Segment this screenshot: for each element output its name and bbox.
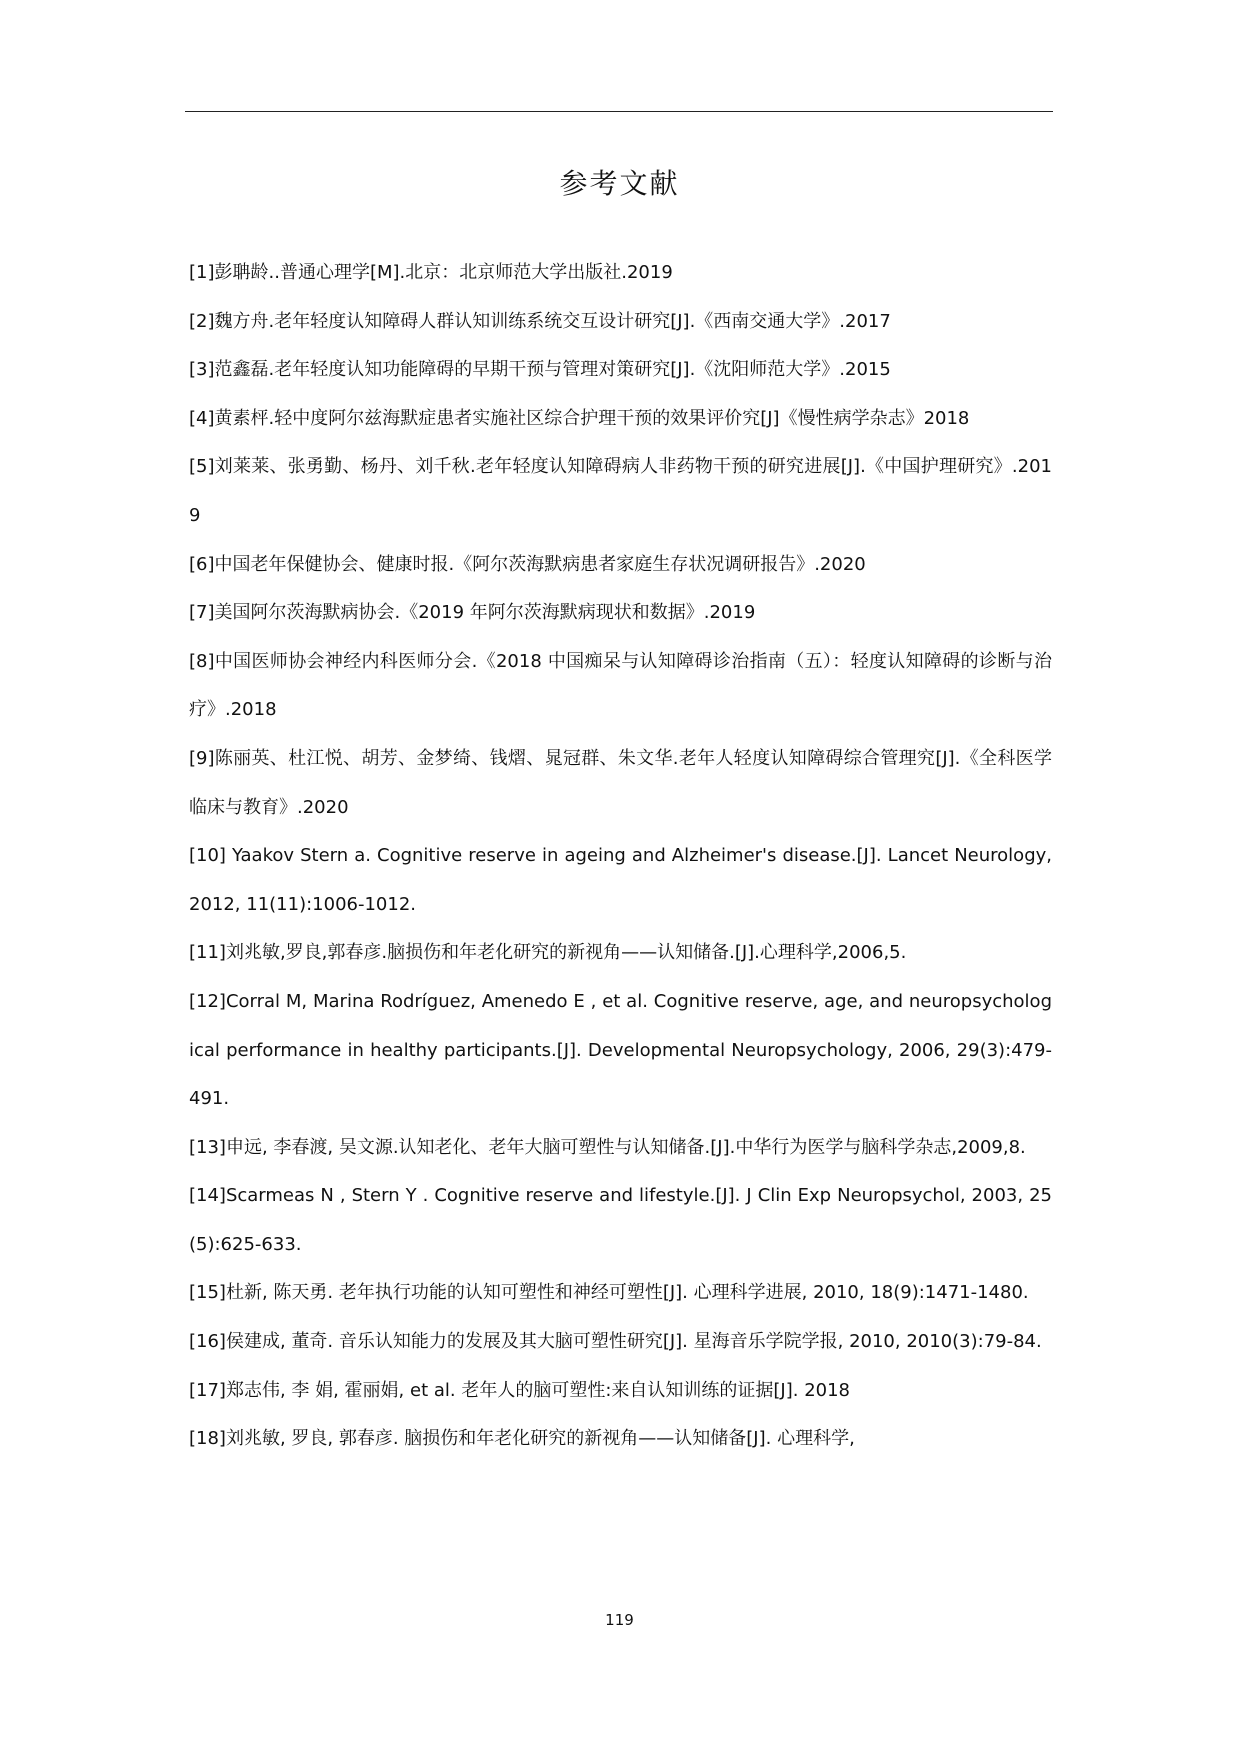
reference-item: [14]Scarmeas N , Stern Y . Cognitive reserve and lifestyle.[J]. J Clin Exp Neuropsychol, 2003, 25(5):625-633. (189, 1185, 1052, 1255)
reference-item: [16]侯建成, 董奇. 音乐认知能力的发展及其大脑可塑性研究[J]. 星海音乐学院学报, 2010, 2010(3):79-84. (189, 1331, 1042, 1353)
page-title: 参考文献 (559, 167, 680, 200)
reference-item: [11]刘兆敏,罗良,郭春彦.脑损伤和年老化研究的新视角——认知储备.[J].心理科学,2006,5. (189, 942, 907, 964)
reference-item: [10] Yaakov Stern a. Cognitive reserve in ageing and Alzheimer's disease.[J]. Lancet Neurology, 2012, 11(11):1006-1012. (189, 845, 1052, 915)
reference-item: [9]陈丽英、杜江悦、胡芳、金梦绮、钱熠、晁冠群、朱文华.老年人轻度认知障碍综合管理究[J].《全科医学临床与教育》.2020 (189, 747, 1052, 818)
reference-item: [13]申远, 李春渡, 吴文源.认知老化、老年大脑可塑性与认知储备.[J].中华行为医学与脑科学杂志,2009,8. (189, 1136, 1026, 1158)
reference-item: [8]中国医师协会神经内科医师分会.《2018 中国痴呆与认知障碍诊治指南（五）：轻度认知障碍的诊断与治疗》.2018 (189, 650, 1052, 721)
reference-item: [1]彭聃龄..普通心理学[M].北京：北京师范大学出版社.2019 (189, 262, 673, 283)
reference-item: [12]Corral M, Marina Rodríguez, Amenedo E , et al. Cognitive reserve, age, and neuropsychological performance in healthy participants.[J]. Developmental Neuropsychology, 2006, 29(3):479-491. (189, 990, 1052, 1110)
reference-item: [18]刘兆敏, 罗良, 郭春彦. 脑损伤和年老化研究的新视角——认知储备[J]. 心理科学, (189, 1428, 855, 1450)
reference-list (189, 249, 1052, 1464)
reference-item: [17]郑志伟, 李 娟, 霍丽娟, et al. 老年人的脑可塑性:来自认知训练的证据[J]. 2018 (189, 1379, 850, 1401)
reference-item: [5]刘莱莱、张勇勤、杨丹、刘千秋.老年轻度认知障碍病人非药物干预的研究进展[J].《中国护理研究》.2019 (189, 456, 1052, 526)
reference-item: [15]杜新, 陈天勇. 老年执行功能的认知可塑性和神经可塑性[J]. 心理科学进展, 2010, 18(9):1471-1480. (189, 1282, 1029, 1304)
reference-item: [4]黄素枰.轻中度阿尔兹海默症患者实施社区综合护理干预的效果评价究[J]《慢性病学杂志》2018 (189, 407, 970, 429)
page-number: 119 (605, 1611, 634, 1629)
reference-item: [7]美国阿尔茨海默病协会.《2019 年阿尔茨海默病现状和数据》.2019 (189, 602, 756, 624)
reference-item: [6]中国老年保健协会、健康时报.《阿尔茨海默病患者家庭生存状况调研报告》.2020 (189, 553, 866, 575)
reference-item: [3]范鑫磊.老年轻度认知功能障碍的早期干预与管理对策研究[J].《沈阳师范大学》.2015 (189, 359, 891, 381)
reference-item: [2]魏方舟.老年轻度认知障碍人群认知训练系统交互设计研究[J].《西南交通大学》.2017 (189, 310, 891, 332)
header-rule (185, 111, 1053, 112)
